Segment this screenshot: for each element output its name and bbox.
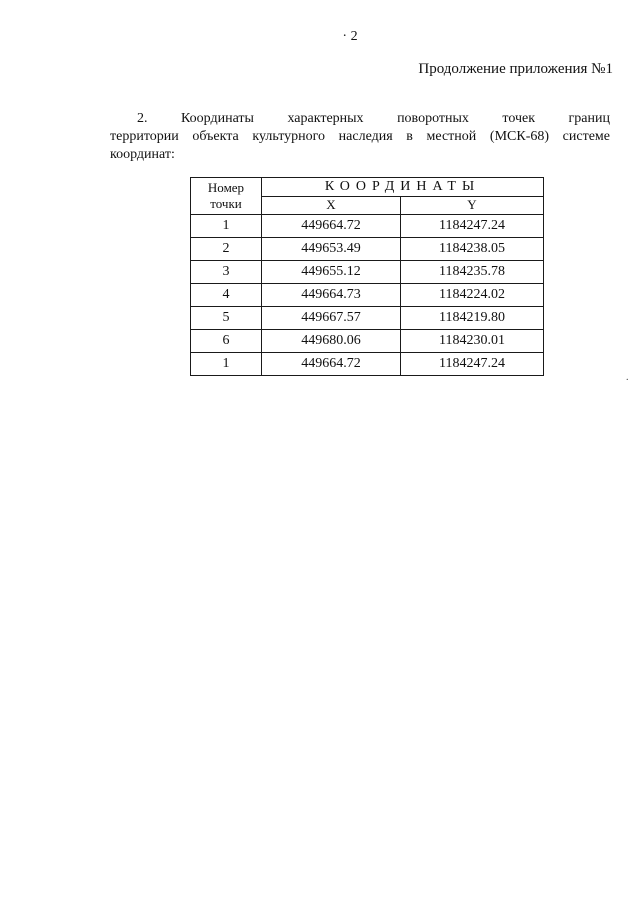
paragraph-line: 2. Координаты характерных поворотных точек границ <box>137 111 610 126</box>
cell-point: 5 <box>191 307 262 330</box>
cell-point: 6 <box>191 330 262 353</box>
cell-x: 449664.72 <box>262 353 401 376</box>
cell-x: 449655.12 <box>262 261 401 284</box>
paragraph-line: территории объекта культурного наследия в местной (МСК-68) системе <box>110 129 610 144</box>
table-row <box>191 330 544 353</box>
cell-x: 449667.57 <box>262 307 401 330</box>
cell-y: 1184219.80 <box>401 307 544 330</box>
table-row <box>191 307 544 330</box>
paragraph-line: координат: <box>110 147 175 162</box>
coordinates-table <box>190 177 544 376</box>
cell-y: 1184235.78 <box>401 261 544 284</box>
cell-x: 449680.06 <box>262 330 401 353</box>
table-row <box>191 261 544 284</box>
stray-mark: . <box>626 372 629 383</box>
cell-y: 1184238.05 <box>401 238 544 261</box>
page-number: · 2 <box>342 29 358 44</box>
cell-y: 1184247.24 <box>401 353 544 376</box>
cell-x: 449664.72 <box>262 215 401 238</box>
appendix-header: Продолжение приложения №1 <box>418 61 613 77</box>
paragraph-coordinates-intro <box>110 110 610 164</box>
cell-point: 3 <box>191 261 262 284</box>
header-point-number-line2: точки <box>210 196 242 211</box>
header-y: Y <box>401 196 544 215</box>
header-x: X <box>262 196 401 215</box>
cell-y: 1184224.02 <box>401 284 544 307</box>
header-point-number <box>191 178 262 215</box>
cell-y: 1184247.24 <box>401 215 544 238</box>
table-row <box>191 284 544 307</box>
header-coordinates: КООРДИНАТЫ <box>262 178 544 197</box>
table-row <box>191 353 544 376</box>
header-point-number-line1: Номер <box>207 180 245 195</box>
table-row <box>191 238 544 261</box>
cell-x: 449653.49 <box>262 238 401 261</box>
cell-point: 1 <box>191 215 262 238</box>
cell-x: 449664.73 <box>262 284 401 307</box>
cell-point: 1 <box>191 353 262 376</box>
table-row <box>191 215 544 238</box>
cell-point: 2 <box>191 238 262 261</box>
cell-point: 4 <box>191 284 262 307</box>
cell-y: 1184230.01 <box>401 330 544 353</box>
